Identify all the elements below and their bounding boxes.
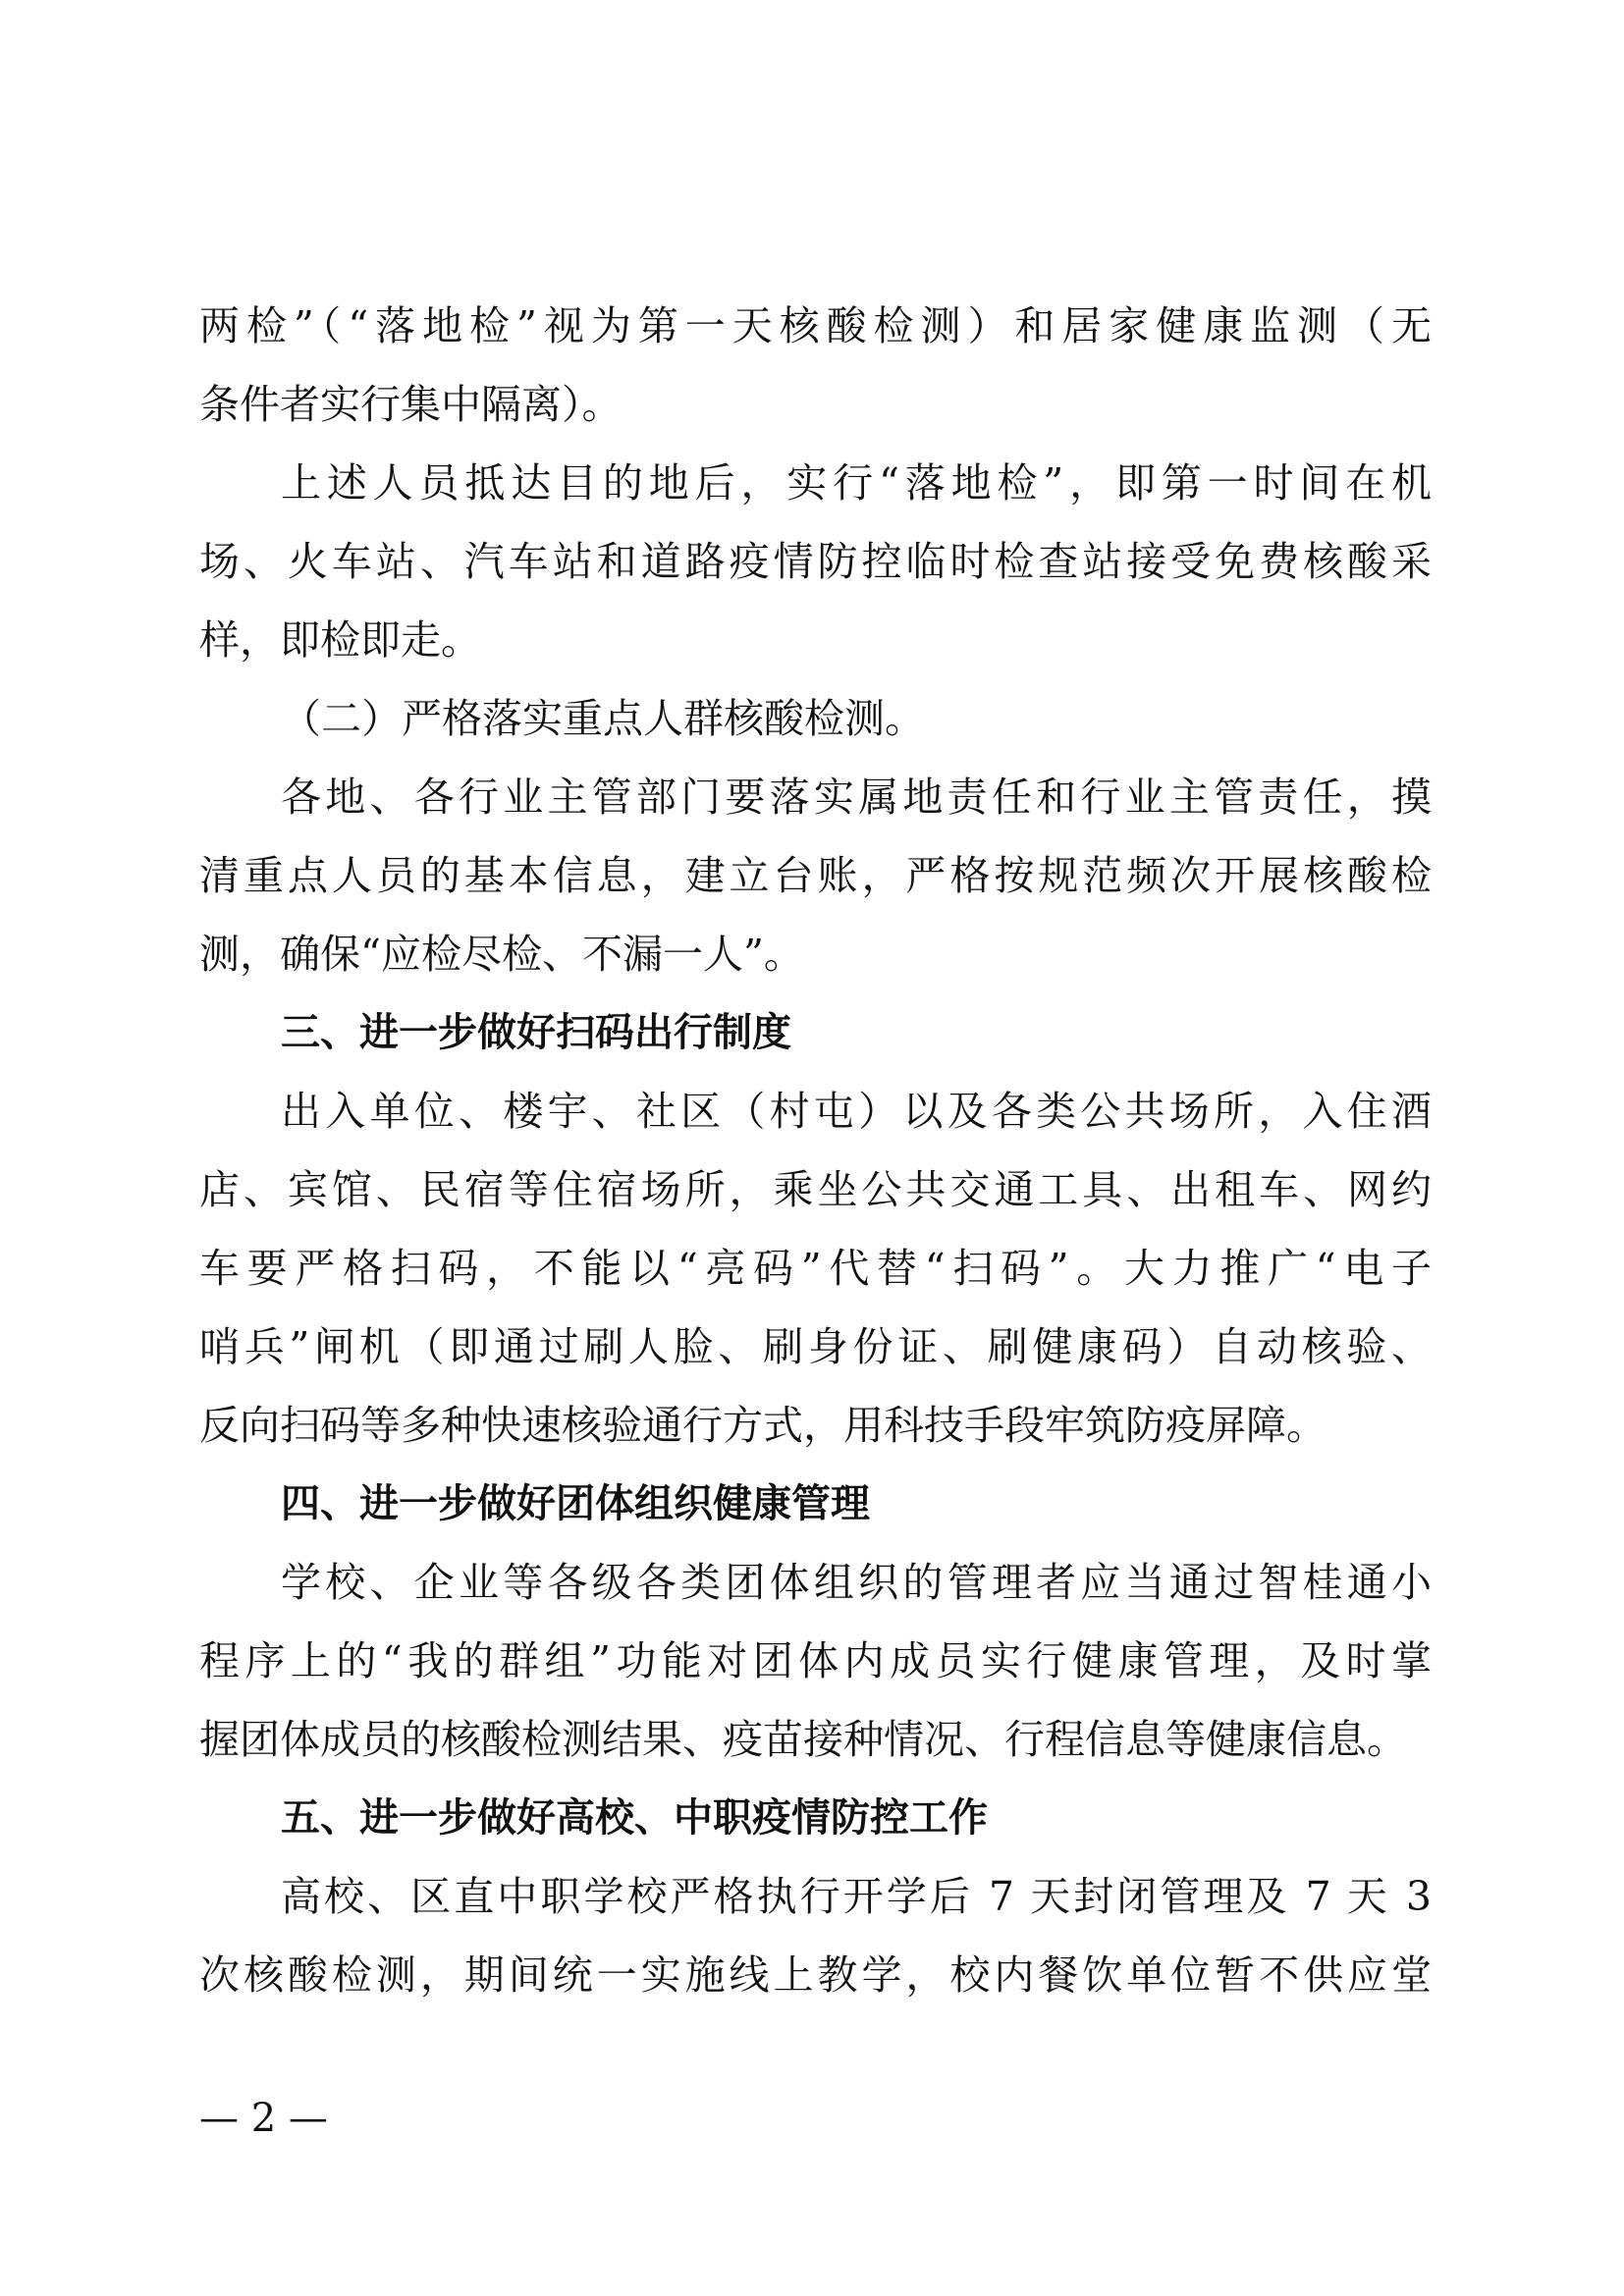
text-line: 车要严格扫码，不能以“亮码”代替“扫码”。大力推广“电子: [199, 1245, 1432, 1292]
text-line: 哨兵”闸机（即通过刷人脸、刷身份证、刷健康码）自动核验、: [199, 1323, 1432, 1370]
body-paragraph: [199, 444, 1432, 679]
section-heading: [199, 1779, 1432, 1857]
text-line: 高校、区直中职学校严格执行开学后 7 天封闭管理及 7 天 3: [281, 1873, 1432, 1920]
text-line: 样，即检即走。: [199, 616, 481, 664]
text-line: 上述人员抵达目的地后，实行“落地检”，即第一时间在机: [281, 459, 1432, 507]
text-line: 程序上的“我的群组”功能对团体内成员实行健康管理，及时掌: [199, 1637, 1432, 1684]
text-line: 测，确保“应检尽检、不漏一人”。: [199, 931, 804, 978]
page-number: — 2 —: [199, 2096, 328, 2141]
text-line: 店、宾馆、民宿等住宿场所，乘坐公共交通工具、出租车、网约: [199, 1166, 1432, 1213]
text-line: 两检”（“落地检”视为第一天核酸检测）和居家健康监测（无: [199, 302, 1432, 349]
text-line: 握团体成员的核酸检测结果、疫苗接种情况、行程信息等健康信息。: [199, 1716, 1407, 1763]
text-line: 出入单位、楼宇、社区（村屯）以及各类公共场所，入住酒: [281, 1088, 1432, 1135]
text-line: （二）严格落实重点人群核酸检测。: [281, 695, 925, 742]
body-paragraph: [199, 1543, 1432, 1779]
text-line: 五、进一步做好高校、中职疫情防控工作: [281, 1795, 988, 1841]
body-paragraph: [199, 758, 1432, 993]
text-line: 清重点人员的基本信息，建立台账，严格按规范频次开展核酸检: [199, 852, 1432, 899]
subsection-heading: [199, 679, 1432, 758]
body-paragraph: [199, 1857, 1432, 2014]
text-line: 条件者实行集中隔离）。: [199, 381, 623, 428]
text-line: 四、进一步做好团体组织健康管理: [281, 1481, 870, 1526]
text-line: 学校、企业等各级各类团体组织的管理者应当通过智桂通小: [281, 1559, 1432, 1606]
text-line: 三、进一步做好扫码出行制度: [281, 1010, 791, 1055]
text-line: 各地、各行业主管部门要落实属地责任和行业主管责任，摸: [281, 774, 1432, 821]
section-heading: [199, 1465, 1432, 1543]
page-body: [199, 287, 1432, 2014]
section-heading: [199, 993, 1432, 1072]
text-line: 场、火车站、汽车站和道路疫情防控临时检查站接受免费核酸采: [199, 538, 1432, 585]
body-paragraph: [199, 287, 1432, 444]
text-line: 反向扫码等多种快速核验通行方式，用科技手段牢筑防疫屏障。: [199, 1402, 1326, 1449]
text-line: 次核酸检测，期间统一实施线上教学，校内餐饮单位暂不供应堂: [199, 1951, 1432, 1999]
body-paragraph: [199, 1072, 1432, 1465]
